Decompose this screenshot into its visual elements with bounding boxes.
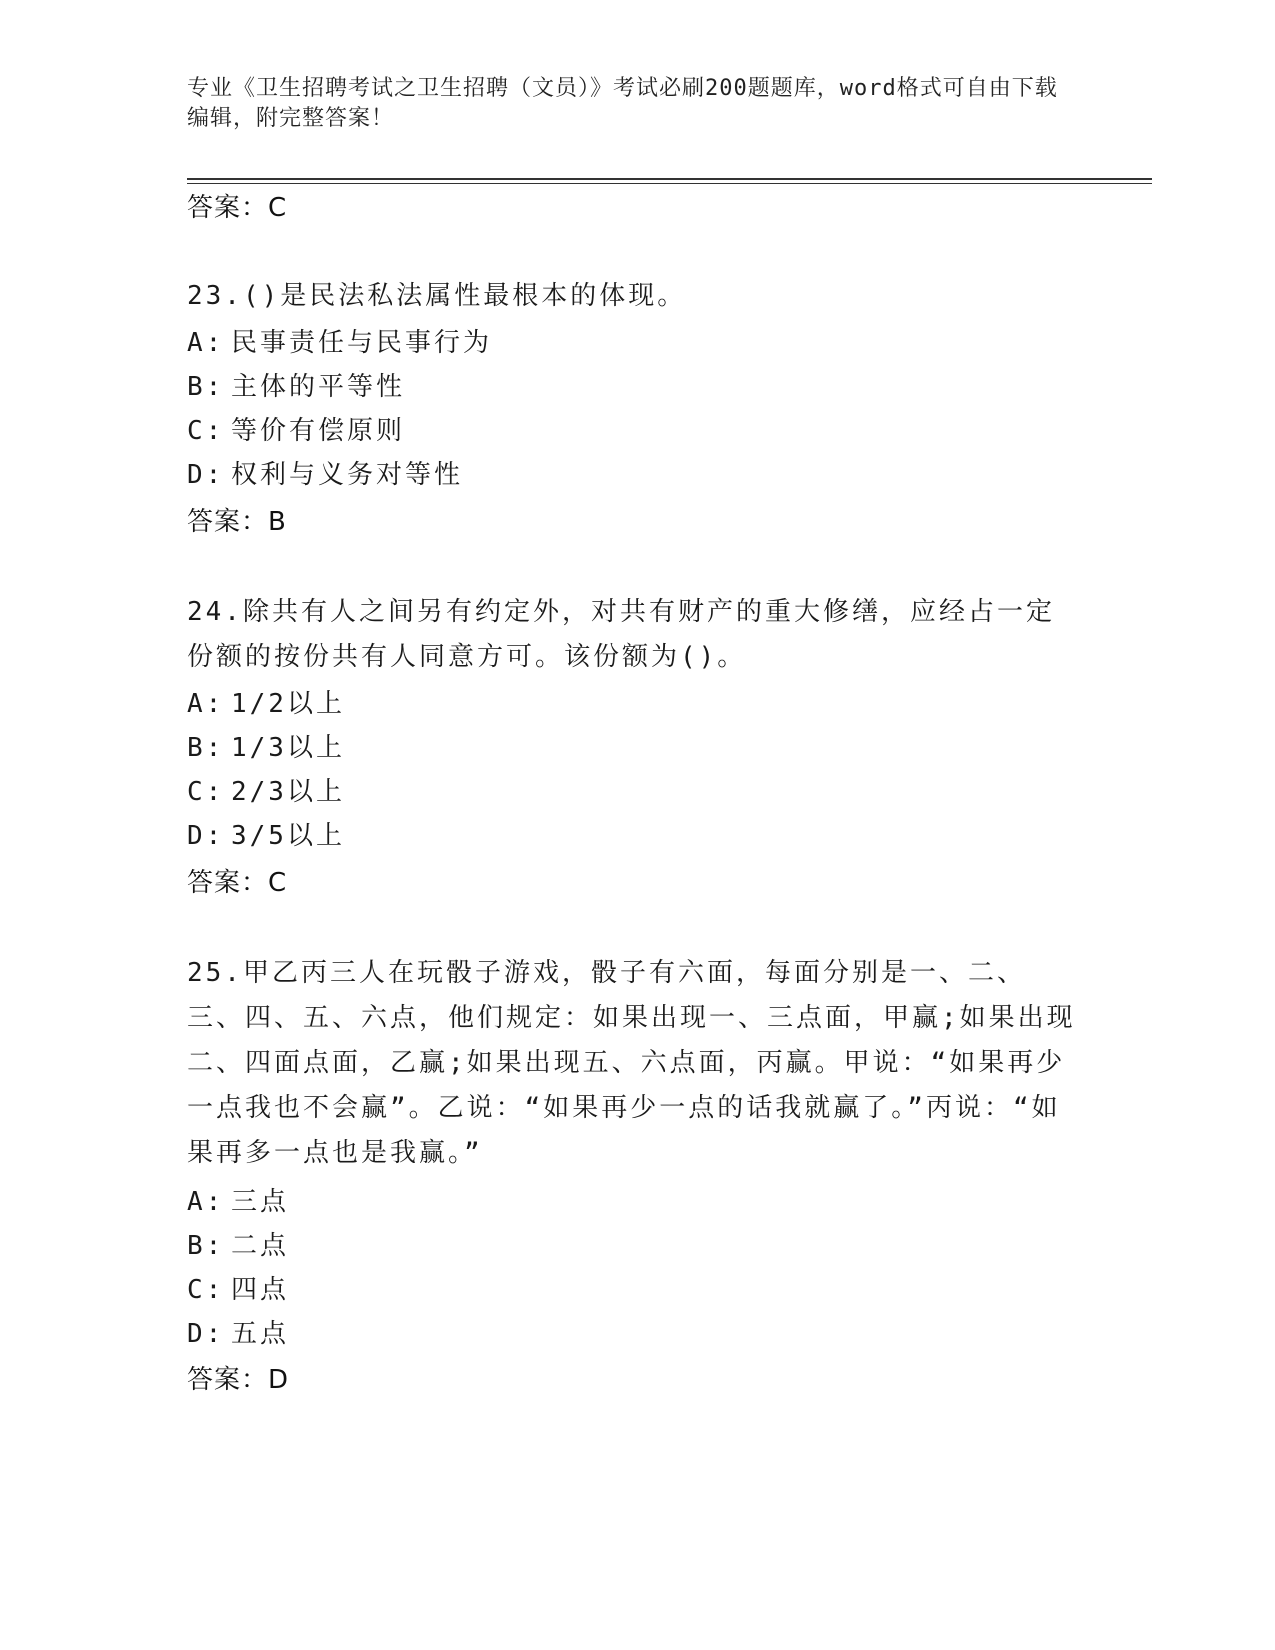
question-25-option-c — [187, 1273, 289, 1307]
option-letter: B: — [187, 733, 225, 763]
question-23-option-d — [187, 458, 463, 492]
question-23-text: 23.()是民法私法属性最根本的体现。 — [187, 281, 687, 311]
question-23-option-b — [187, 370, 405, 404]
question-25-option-d — [187, 1317, 289, 1351]
option-letter: A: — [187, 328, 225, 358]
option-letter: B: — [187, 1231, 225, 1261]
question-23-option-a — [187, 326, 492, 360]
question-24-option-b — [187, 731, 345, 765]
option-text: 五点 — [231, 1319, 290, 1349]
question-24-option-d — [187, 819, 345, 853]
question-24-answer: 答案：C — [187, 868, 288, 898]
question-23-option-c — [187, 414, 405, 448]
option-letter: C: — [187, 1275, 225, 1305]
option-text: 1/2以上 — [231, 689, 345, 719]
question-25-text: 25.甲乙丙三人在玩骰子游戏，骰子有六面，每面分别是一、二、三、四、五、六点，他们规定：如果出现一、三点面，甲赢;如果出现二、四面点面，乙赢;如果出现五、六点面，丙赢。甲说：“如果再少一点我也不会赢”。乙说：“如果再少一点的话我就赢了。”丙说：“如果再多一点也是我赢。” — [187, 958, 1076, 1168]
question-25-option-a — [187, 1185, 289, 1219]
option-letter: D: — [187, 460, 225, 490]
header-rule-thick — [187, 178, 1152, 180]
option-text: 等价有偿原则 — [231, 416, 406, 446]
option-text: 1/3以上 — [231, 733, 345, 763]
option-letter: C: — [187, 777, 225, 807]
option-text: 二点 — [231, 1231, 290, 1261]
option-text: 三点 — [231, 1187, 290, 1217]
option-text: 2/3以上 — [231, 777, 345, 807]
header-rule-thin — [187, 183, 1152, 184]
question-24-text: 24.除共有人之间另有约定外，对共有财产的重大修缮，应经占一定份额的按份共有人同意方可。该份额为()。 — [187, 597, 1055, 672]
option-text: 权利与义务对等性 — [231, 460, 464, 490]
option-text: 四点 — [231, 1275, 290, 1305]
question-24-option-c — [187, 775, 345, 809]
option-letter: A: — [187, 1187, 225, 1217]
option-letter: C: — [187, 416, 225, 446]
option-letter: D: — [187, 1319, 225, 1349]
option-text: 主体的平等性 — [231, 372, 406, 402]
previous-answer: 答案：C — [187, 193, 288, 223]
option-letter: A: — [187, 689, 225, 719]
option-letter: D: — [187, 821, 225, 851]
option-letter: B: — [187, 372, 225, 402]
option-text: 民事责任与民事行为 — [231, 328, 493, 358]
question-25-option-b — [187, 1229, 289, 1263]
option-text: 3/5以上 — [231, 821, 345, 851]
question-25-answer: 答案：D — [187, 1365, 290, 1395]
question-23-answer: 答案：B — [187, 507, 287, 537]
document-header: 专业《卫生招聘考试之卫生招聘（文员）》考试必刷200题题库，word格式可自由下载编辑，附完整答案！ — [187, 76, 1058, 131]
question-24-option-a — [187, 687, 345, 721]
